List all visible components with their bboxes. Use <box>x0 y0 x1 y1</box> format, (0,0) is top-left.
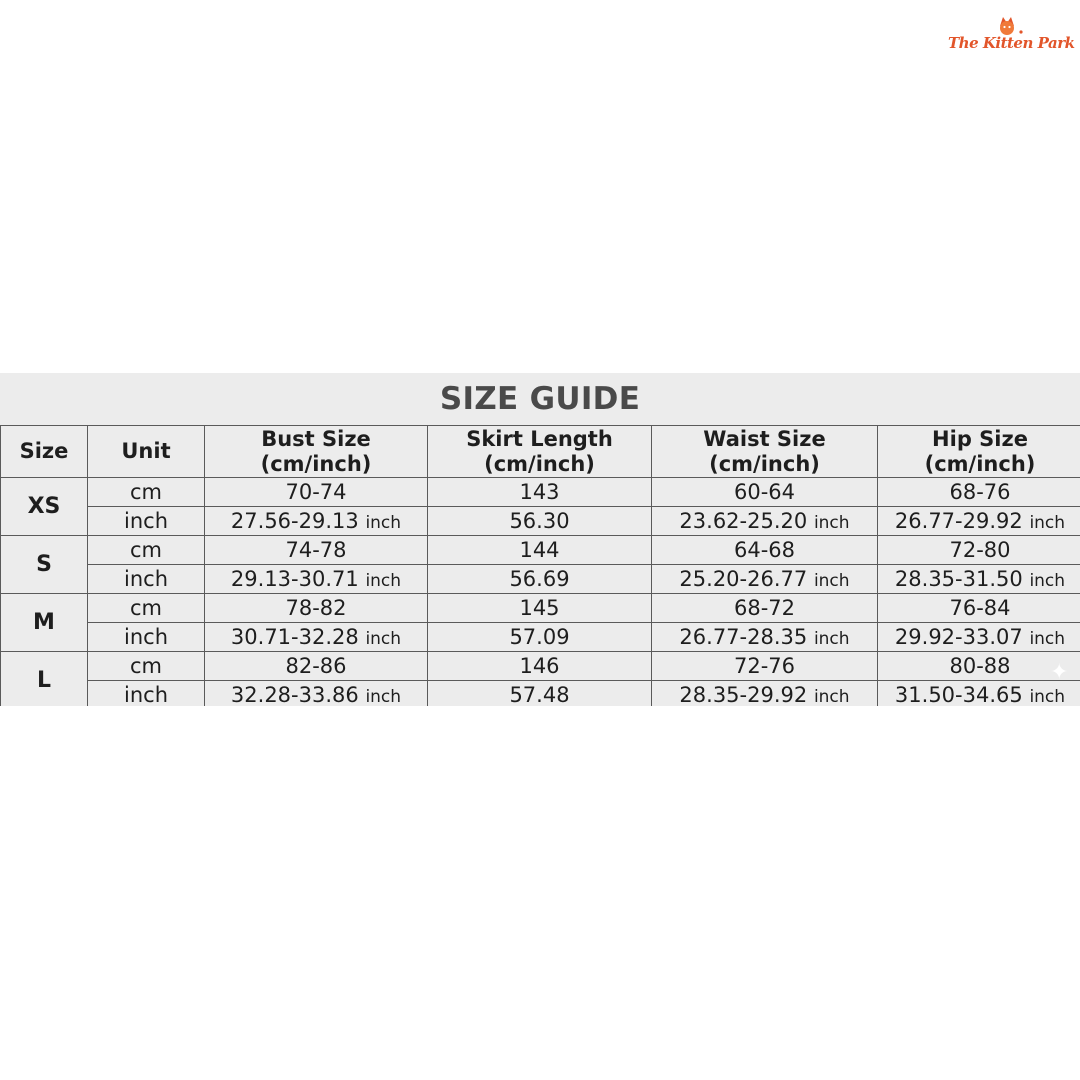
size-label: L <box>1 652 88 707</box>
size-label: XS <box>1 478 88 536</box>
hip-cell: 31.50-34.65 inch <box>878 681 1080 707</box>
waist-cell: 72-76 <box>652 652 878 681</box>
bust-cell: 29.13-30.71 inch <box>205 565 428 594</box>
hip-cell: 80-88 <box>878 652 1080 681</box>
size-label: M <box>1 594 88 652</box>
hip-cell: 29.92-33.07 inch <box>878 623 1080 652</box>
table-header-row <box>1 426 1080 478</box>
size-guide-title: SIZE GUIDE <box>439 381 641 417</box>
unit-cell: cm <box>88 594 205 623</box>
skirt-cell: 144 <box>428 536 652 565</box>
waist-cell: 26.77-28.35 inch <box>652 623 878 652</box>
waist-cell: 68-72 <box>652 594 878 623</box>
waist-cell: 23.62-25.20 inch <box>652 507 878 536</box>
unit-cell: inch <box>88 681 205 707</box>
unit-cell: inch <box>88 565 205 594</box>
table-row <box>1 478 1080 507</box>
sparkle-icon: ✦ <box>1050 660 1069 685</box>
bust-cell: 30.71-32.28 inch <box>205 623 428 652</box>
waist-cell: 28.35-29.92 inch <box>652 681 878 707</box>
hip-cell: 26.77-29.92 inch <box>878 507 1080 536</box>
header-bust: Bust Size (cm/inch) <box>205 426 428 478</box>
skirt-cell: 57.09 <box>428 623 652 652</box>
table-row <box>1 681 1080 707</box>
brand-logo <box>948 14 1075 64</box>
size-guide <box>0 373 1080 706</box>
table-row <box>1 623 1080 652</box>
hip-cell: 68-76 <box>878 478 1080 507</box>
bust-cell: 27.56-29.13 inch <box>205 507 428 536</box>
table-row <box>1 594 1080 623</box>
skirt-cell: 57.48 <box>428 681 652 707</box>
unit-cell: inch <box>88 507 205 536</box>
bust-cell: 74-78 <box>205 536 428 565</box>
bust-cell: 70-74 <box>205 478 428 507</box>
skirt-cell: 145 <box>428 594 652 623</box>
bust-cell: 82-86 <box>205 652 428 681</box>
unit-cell: cm <box>88 536 205 565</box>
table-row <box>1 652 1080 681</box>
header-hip: Hip Size (cm/inch) <box>878 426 1080 478</box>
waist-cell: 60-64 <box>652 478 878 507</box>
table-row <box>1 536 1080 565</box>
header-unit: Unit <box>88 426 205 478</box>
waist-cell: 64-68 <box>652 536 878 565</box>
size-label: S <box>1 536 88 594</box>
hip-cell: 28.35-31.50 inch <box>878 565 1080 594</box>
size-table <box>0 425 1080 706</box>
header-skirt: Skirt Length (cm/inch) <box>428 426 652 478</box>
table-row <box>1 565 1080 594</box>
waist-cell: 25.20-26.77 inch <box>652 565 878 594</box>
unit-cell: cm <box>88 478 205 507</box>
skirt-cell: 143 <box>428 478 652 507</box>
skirt-cell: 56.30 <box>428 507 652 536</box>
hip-cell: 76-84 <box>878 594 1080 623</box>
skirt-cell: 146 <box>428 652 652 681</box>
header-size: Size <box>1 426 88 478</box>
unit-cell: inch <box>88 623 205 652</box>
bust-cell: 32.28-33.86 inch <box>205 681 428 707</box>
hip-cell: 72-80 <box>878 536 1080 565</box>
brand-logo-text: The Kitten Park <box>948 34 1075 52</box>
unit-cell: cm <box>88 652 205 681</box>
table-row <box>1 507 1080 536</box>
skirt-cell: 56.69 <box>428 565 652 594</box>
header-waist: Waist Size (cm/inch) <box>652 426 878 478</box>
bust-cell: 78-82 <box>205 594 428 623</box>
